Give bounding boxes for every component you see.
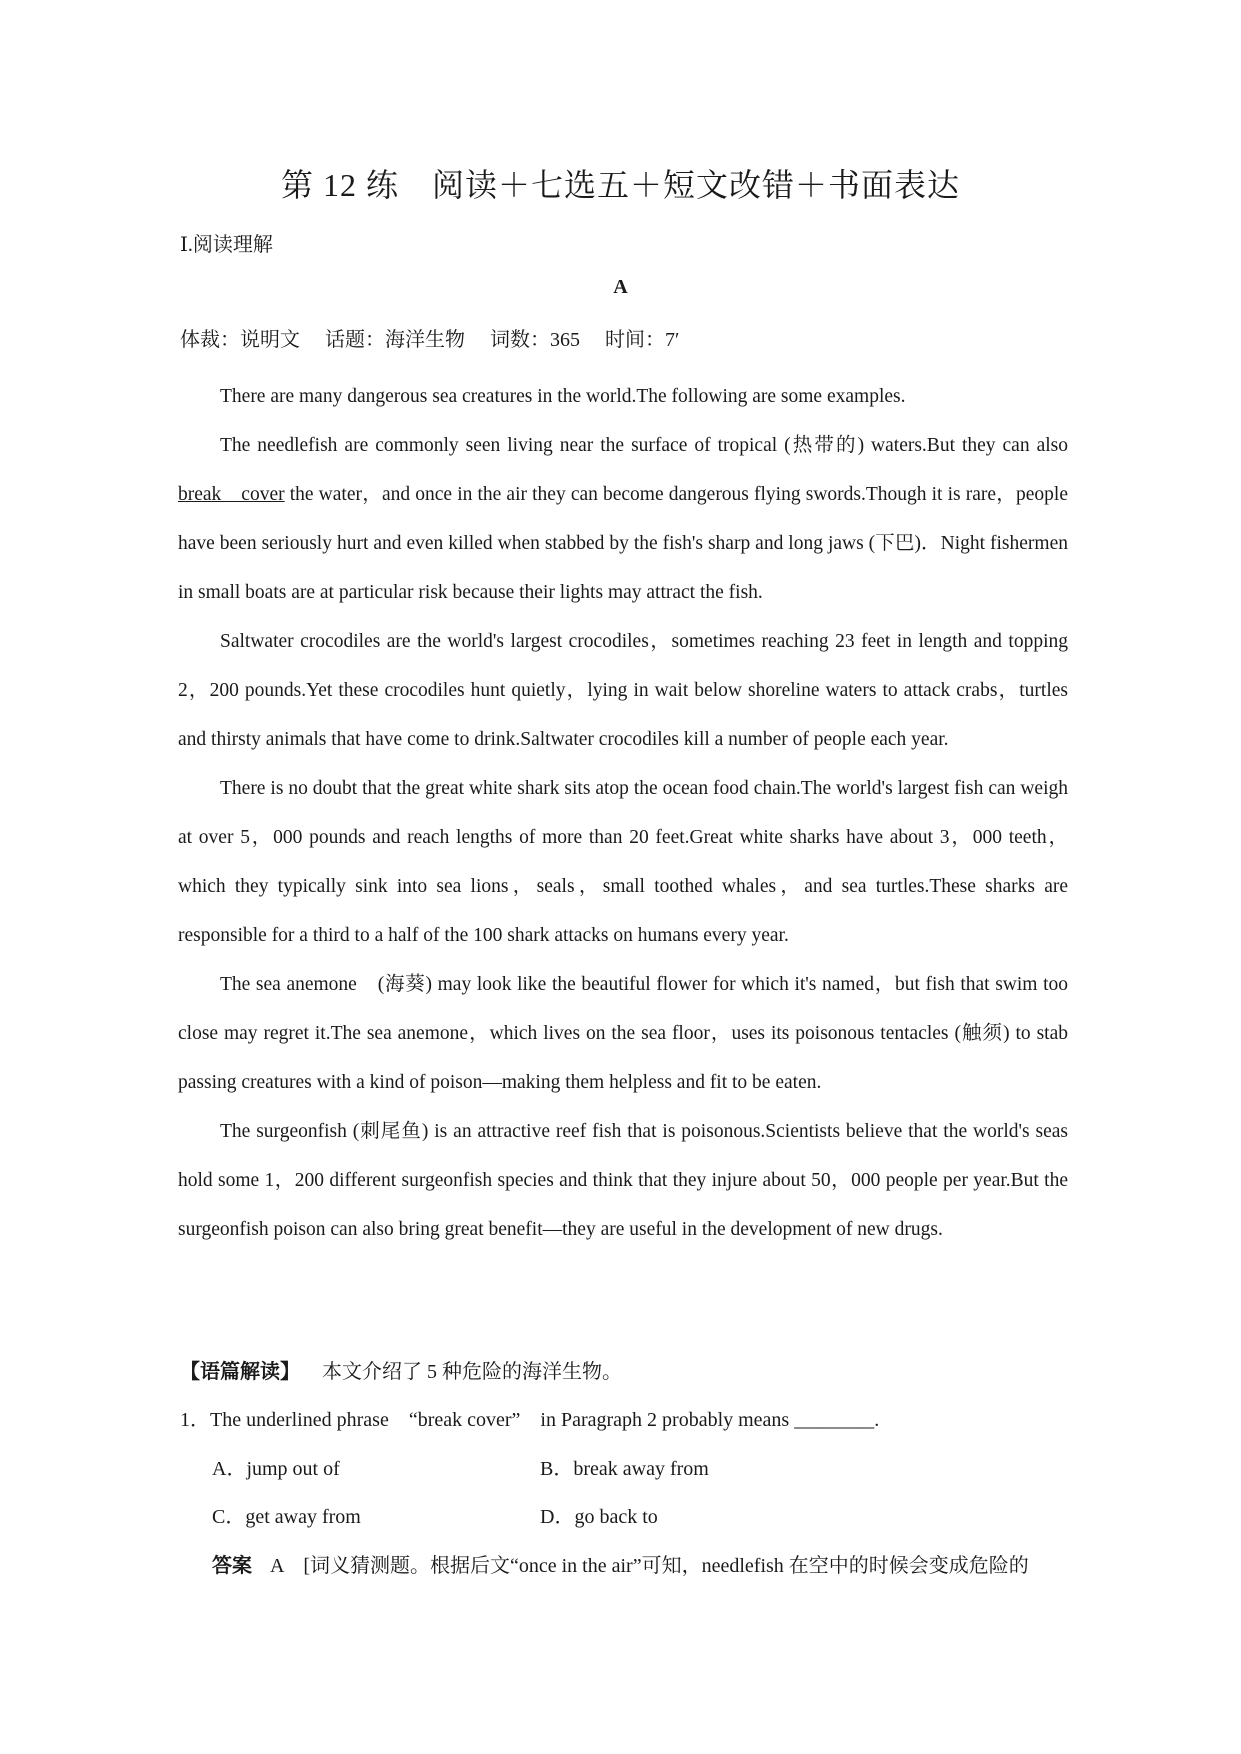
option-d: D．go back to <box>540 1506 658 1528</box>
underlined-phrase: break cover <box>178 484 285 505</box>
paragraph-6: The surgeonfish (刺尾鱼) is an attractive reef fish that is poisonous.Scientists believe that the world's seas hold some 1，200 different surgeonfish species and think that they injure about 50，000 people per year.But the surgeonfish poison can also bring great benefit—they are useful in the development of new drugs. <box>178 1121 1068 1240</box>
meta-topic: 话题：海洋生物 <box>325 329 465 351</box>
passage-body <box>178 372 1068 1254</box>
paragraph-2-part-a: The needlefish are commonly seen living near the surface of tropical (热带的) waters.But they can also <box>220 435 1068 456</box>
question-stem: 1．The underlined phrase “break cover” in Paragraph 2 probably means ________. <box>180 1409 880 1431</box>
page-title: 第 12 练 阅读＋七选五＋短文改错＋书面表达 <box>280 167 960 203</box>
answer-label: 答案 <box>212 1555 252 1577</box>
answer-line <box>212 1549 1029 1578</box>
passage-intro <box>180 1355 622 1384</box>
paragraph-1: There are many dangerous sea creatures in the world.The following are some examples. <box>220 386 906 407</box>
paragraph-3: Saltwater crocodiles are the world's largest crocodiles，sometimes reaching 23 feet in length and topping 2，200 pounds.Yet these crocodiles hunt quietly，lying in wait below shoreline waters to attack crabs，turtles and thirsty animals that have come to drink.Saltwater crocodiles kill a number of people each year. <box>178 631 1068 750</box>
answer-text: A [词义猜测题。根据后文“once in the air”可知，needlefish 在空中的时候会变成危险的 <box>270 1555 1029 1577</box>
intro-text: 本文介绍了 5 种危险的海洋生物。 <box>322 1361 622 1383</box>
paragraph-2 <box>178 421 1068 617</box>
option-c: C．get away from <box>212 1506 361 1528</box>
intro-label: 【语篇解读】 <box>180 1361 300 1383</box>
passage-label: A <box>613 276 628 298</box>
option-b: B．break away from <box>540 1458 709 1480</box>
meta-words: 词数：365 <box>490 329 580 351</box>
paragraph-5: The sea anemone (海葵) may look like the beautiful flower for which it's named，but fish that swim too close may regret it.The sea anemone，which lives on the sea floor，uses its poisonous tentacles (触须) to stab passing creatures with a kind of poison—making them helpless and fit to be eaten. <box>178 974 1068 1093</box>
paragraph-4: There is no doubt that the great white shark sits atop the ocean food chain.The world's largest fish can weigh at over 5，000 pounds and reach lengths of more than 20 feet.Great white sharks have about 3，000 teeth，which they typically sink into sea lions，seals，small toothed whales，and sea turtles.These sharks are responsible for a third to a half of the 100 shark attacks on humans every year. <box>178 778 1068 946</box>
meta-time: 时间：7′ <box>605 329 680 351</box>
passage-meta <box>180 323 699 352</box>
meta-genre: 体裁：说明文 <box>180 329 300 351</box>
section-heading: Ⅰ.阅读理解 <box>180 234 273 256</box>
option-a: A．jump out of <box>212 1458 340 1480</box>
paragraph-2-part-b: the water，and once in the air they can become dangerous flying swords.Though it is rare，people have been seriously hurt and even killed when stabbed by the fish's sharp and long jaws (下巴)．Night fishermen in small boats are at particular risk because their lights may attract the fish. <box>178 484 1068 603</box>
